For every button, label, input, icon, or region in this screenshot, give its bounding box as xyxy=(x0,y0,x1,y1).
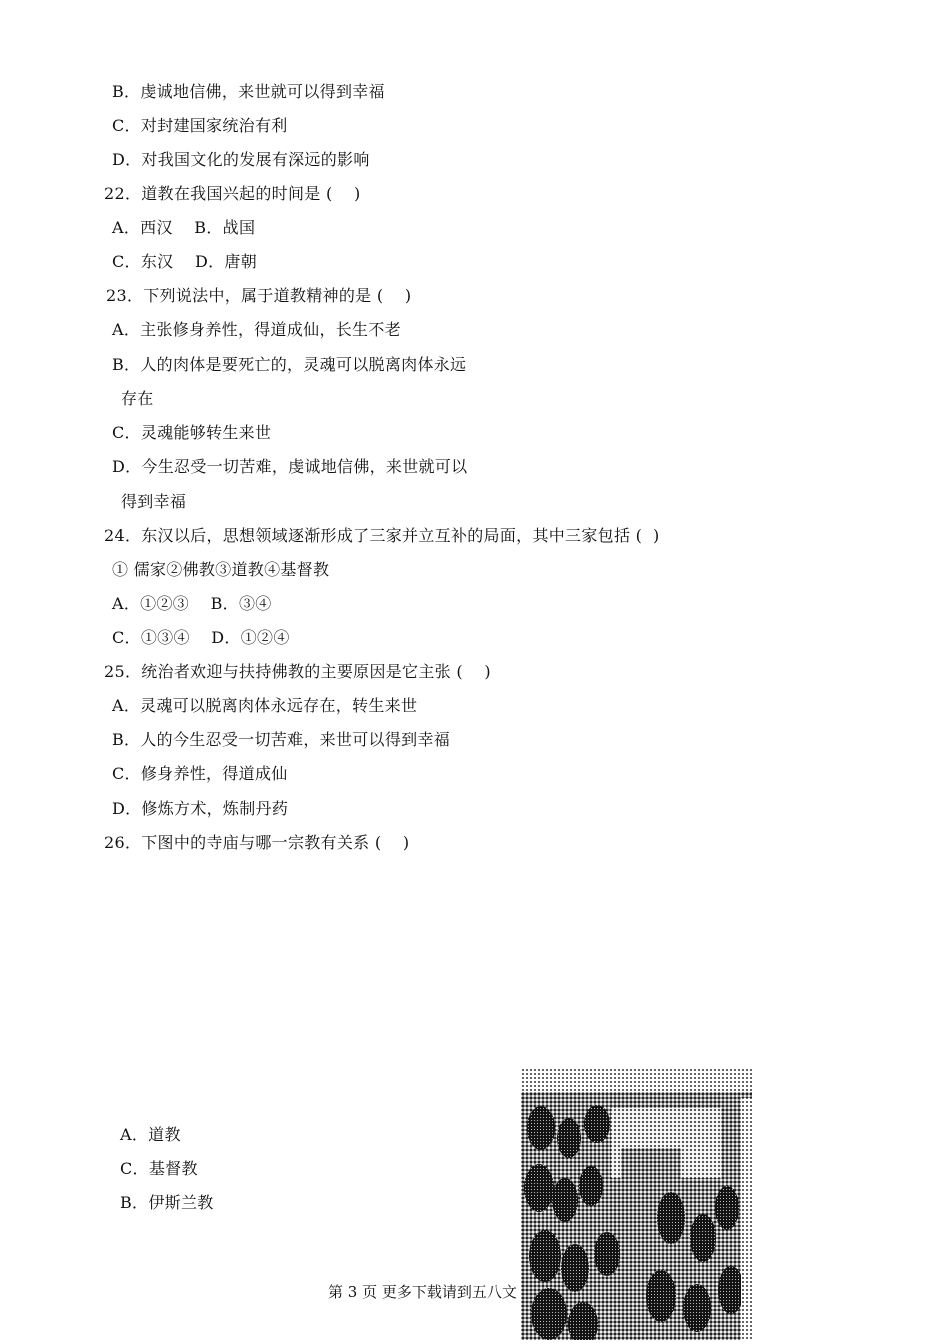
question-26: 26．下图中的寺庙与哪一宗教有关系 ( ) xyxy=(104,833,410,852)
option-b-line: B．虔诚地信佛，来世就可以得到幸福 xyxy=(112,82,385,101)
question-23-option-a: A．主张修身养性，得道成仙，长生不老 xyxy=(112,320,401,339)
question-26-option-b: B．伊斯兰教 xyxy=(120,1193,214,1212)
question-22-options-ab: A．西汉 B．战国 xyxy=(112,218,256,237)
question-25-option-d: D．修炼方术，炼制丹药 xyxy=(112,799,289,818)
temple-photo xyxy=(521,1068,752,1340)
question-23: 23．下列说法中，属于道教精神的是 ( ) xyxy=(106,286,412,305)
option-d-line: D．对我国文化的发展有深远的影响 xyxy=(112,150,370,169)
question-24-options-ab: A．①②③ B．③④ xyxy=(112,594,272,613)
question-22: 22．道教在我国兴起的时间是 ( ) xyxy=(104,184,361,203)
question-22-options-cd: C．东汉 D．唐朝 xyxy=(112,252,258,271)
question-23-option-b-cont: 存在 xyxy=(121,389,154,408)
question-25-option-c: C．修身养性，得道成仙 xyxy=(112,764,288,783)
question-25-option-b: B．人的今生忍受一切苦难，来世可以得到幸福 xyxy=(112,730,451,749)
question-23-option-c: C．灵魂能够转生来世 xyxy=(112,423,272,442)
question-24-options-cd: C．①③④ D．①②④ xyxy=(112,628,290,647)
question-24: 24．东汉以后，思想领域逐渐形成了三家并立互补的局面，其中三家包括 ( ) xyxy=(104,526,660,545)
question-25-option-a: A．灵魂可以脱离肉体永远存在，转生来世 xyxy=(112,696,418,715)
question-23-option-d: D．今生忍受一切苦难，虔诚地信佛，来世就可以 xyxy=(112,457,468,476)
page-footer: 第 3 页 更多下载请到五八文 xyxy=(328,1283,517,1301)
question-25: 25．统治者欢迎与扶持佛教的主要原因是它主张 ( ) xyxy=(104,662,491,681)
question-26-option-a: A．道教 xyxy=(120,1125,181,1144)
question-23-option-b: B．人的肉体是要死亡的，灵魂可以脱离肉体永远 xyxy=(112,355,467,374)
option-c-line: C．对封建国家统治有利 xyxy=(112,116,288,135)
question-23-option-d-cont: 得到幸福 xyxy=(121,492,187,511)
question-26-option-c: C．基督教 xyxy=(120,1159,198,1178)
question-24-items: ① 儒家②佛教③道教④基督教 xyxy=(112,560,330,579)
